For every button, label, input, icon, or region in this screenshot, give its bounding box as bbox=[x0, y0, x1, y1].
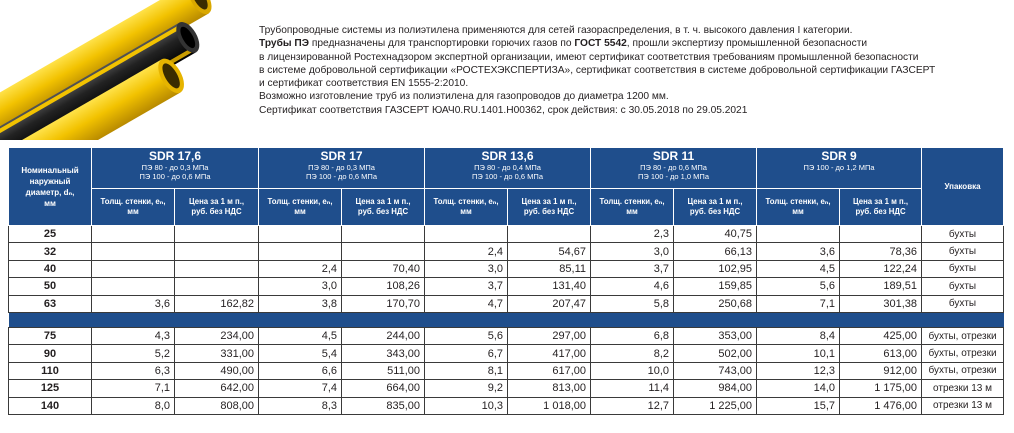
table-row bbox=[9, 278, 1004, 295]
rows-bottom bbox=[9, 327, 1004, 414]
table-separator bbox=[9, 312, 1004, 327]
wall-thickness-cell: 9,2 bbox=[425, 380, 508, 397]
price-cell: 912,00 bbox=[840, 362, 922, 379]
packing-cell: отрезки 13 м bbox=[922, 397, 1004, 414]
wall-thickness-cell: 5,8 bbox=[591, 295, 674, 312]
table-row bbox=[9, 243, 1004, 260]
packing-cell: бухты bbox=[922, 295, 1004, 312]
wall-thickness-cell: 6,3 bbox=[92, 362, 175, 379]
wall-thickness-cell: 15,7 bbox=[757, 397, 840, 414]
price-cell: 108,26 bbox=[342, 278, 425, 295]
pipes-illustration bbox=[0, 0, 250, 140]
price-header: Цена за 1 м п., руб. без НДС bbox=[342, 189, 425, 226]
sdr-9-header: SDR 9 bbox=[757, 148, 922, 164]
diameter-cell: 75 bbox=[9, 327, 92, 344]
wall-thickness-cell: 14,0 bbox=[757, 380, 840, 397]
wall-thickness-cell: 8,2 bbox=[591, 345, 674, 362]
packing-cell: бухты, отрезки bbox=[922, 345, 1004, 362]
diameter-cell: 90 bbox=[9, 345, 92, 362]
wall-thickness-cell: 6,7 bbox=[425, 345, 508, 362]
table-row bbox=[9, 362, 1004, 379]
wall-thickness-cell: 2,3 bbox=[591, 226, 674, 243]
diameter-cell: 140 bbox=[9, 397, 92, 414]
wall-thickness-cell: 10,0 bbox=[591, 362, 674, 379]
price-cell: 66,13 bbox=[674, 243, 757, 260]
wall-thickness-header: Толщ. стенки, eₙ, мм bbox=[92, 189, 175, 226]
diameter-cell: 32 bbox=[9, 243, 92, 260]
price-cell: 502,00 bbox=[674, 345, 757, 362]
packing-cell: отрезки 13 м bbox=[922, 380, 1004, 397]
intro-line-3: в лицензированной Ростехнадзором экспертной организации, имеют сертификат соответствия требованиям промышленной безопасности bbox=[259, 51, 919, 63]
price-cell: 1 018,00 bbox=[508, 397, 591, 414]
sdr-11-header: SDR 11 bbox=[591, 148, 757, 164]
wall-thickness-cell: 4,3 bbox=[92, 327, 175, 344]
diameter-cell: 40 bbox=[9, 260, 92, 277]
wall-thickness-cell: 2,4 bbox=[259, 260, 342, 277]
price-cell: 343,00 bbox=[342, 345, 425, 362]
wall-thickness-cell: 3,6 bbox=[92, 295, 175, 312]
wall-thickness-cell bbox=[92, 278, 175, 295]
packing-cell: бухты bbox=[922, 278, 1004, 295]
wall-thickness-cell: 3,7 bbox=[425, 278, 508, 295]
wall-thickness-cell: 10,1 bbox=[757, 345, 840, 362]
sdr-17-pressure: ПЭ 80 - до 0,3 МПа ПЭ 100 - до 0,6 МПа bbox=[259, 163, 425, 189]
price-cell: 189,51 bbox=[840, 278, 922, 295]
price-cell: 353,00 bbox=[674, 327, 757, 344]
sdr-17-6-pressure: ПЭ 80 - до 0,3 МПа ПЭ 100 - до 0,6 МПа bbox=[92, 163, 259, 189]
intro-line-4: в системе добровольной сертификации «РОСТЕХЭКСПЕРТИЗА», сертификат соответствия в системе добровольной сертификации ГАЗСЕРТ bbox=[259, 64, 936, 76]
wall-thickness-cell bbox=[92, 243, 175, 260]
diameter-cell: 63 bbox=[9, 295, 92, 312]
price-cell: 297,00 bbox=[508, 327, 591, 344]
wall-thickness-cell: 3,8 bbox=[259, 295, 342, 312]
table-row bbox=[9, 226, 1004, 243]
wall-thickness-cell: 6,8 bbox=[591, 327, 674, 344]
wall-thickness-cell: 10,3 bbox=[425, 397, 508, 414]
wall-thickness-cell: 3,0 bbox=[259, 278, 342, 295]
price-cell: 425,00 bbox=[840, 327, 922, 344]
price-cell: 78,36 bbox=[840, 243, 922, 260]
diameter-cell: 125 bbox=[9, 380, 92, 397]
price-cell: 244,00 bbox=[342, 327, 425, 344]
price-cell: 102,95 bbox=[674, 260, 757, 277]
wall-thickness-cell: 12,3 bbox=[757, 362, 840, 379]
price-cell: 159,85 bbox=[674, 278, 757, 295]
price-header: Цена за 1 м п., руб. без НДС bbox=[508, 189, 591, 226]
wall-thickness-cell: 8,1 bbox=[425, 362, 508, 379]
sdr-9-pressure: ПЭ 100 - до 1,2 МПа bbox=[757, 163, 922, 189]
intro-line-2: Трубы ПЭ предназначены для транспортировки горючих газов по ГОСТ 5542, прошли экспертизу промышленной безопасности bbox=[259, 38, 868, 50]
price-cell: 1 175,00 bbox=[840, 380, 922, 397]
wall-thickness-cell: 8,0 bbox=[92, 397, 175, 414]
intro-line-1: Трубопроводные системы из полиэтилена применяются для сетей газораспределения, в т. ч. высокого давления I категории. bbox=[259, 25, 853, 36]
table-row bbox=[9, 327, 1004, 344]
sdr-13-6-pressure: ПЭ 80 - до 0,4 МПа ПЭ 100 - до 0,6 МПа bbox=[425, 163, 591, 189]
diameter-cell: 110 bbox=[9, 362, 92, 379]
wall-thickness-cell: 3,6 bbox=[757, 243, 840, 260]
price-cell: 417,00 bbox=[508, 345, 591, 362]
wall-thickness-cell: 4,5 bbox=[259, 327, 342, 344]
wall-thickness-cell: 8,3 bbox=[259, 397, 342, 414]
wall-thickness-cell: 3,0 bbox=[591, 243, 674, 260]
price-cell: 234,00 bbox=[175, 327, 259, 344]
wall-thickness-cell bbox=[92, 260, 175, 277]
price-cell: 85,11 bbox=[508, 260, 591, 277]
price-cell: 813,00 bbox=[508, 380, 591, 397]
price-cell: 331,00 bbox=[175, 345, 259, 362]
price-cell: 664,00 bbox=[342, 380, 425, 397]
wall-thickness-cell: 5,2 bbox=[92, 345, 175, 362]
price-cell bbox=[175, 226, 259, 243]
wall-thickness-cell: 5,4 bbox=[259, 345, 342, 362]
table-row bbox=[9, 345, 1004, 362]
wall-thickness-cell: 11,4 bbox=[591, 380, 674, 397]
price-cell: 40,75 bbox=[674, 226, 757, 243]
price-cell: 131,40 bbox=[508, 278, 591, 295]
wall-thickness-header: Толщ. стенки, eₙ, мм bbox=[425, 189, 508, 226]
wall-thickness-cell: 3,7 bbox=[591, 260, 674, 277]
wall-thickness-cell: 7,1 bbox=[92, 380, 175, 397]
price-cell bbox=[342, 226, 425, 243]
intro-line-5: и сертификат соответствия EN 1555-2:2010. bbox=[259, 78, 469, 90]
intro-line-6: Возможно изготовление труб из полиэтилена для газопроводов до диаметра 1200 мм. bbox=[259, 91, 669, 103]
price-cell bbox=[175, 260, 259, 277]
price-cell: 301,38 bbox=[840, 295, 922, 312]
table-row bbox=[9, 397, 1004, 414]
price-cell: 642,00 bbox=[175, 380, 259, 397]
wall-thickness-cell: 6,6 bbox=[259, 362, 342, 379]
table-row bbox=[9, 260, 1004, 277]
price-header: Цена за 1 м п., руб. без НДС bbox=[840, 189, 922, 226]
table-row bbox=[9, 295, 1004, 312]
sdr-11-pressure: ПЭ 80 - до 0,6 МПа ПЭ 100 - до 1,0 МПа bbox=[591, 163, 757, 189]
diameter-cell: 25 bbox=[9, 226, 92, 243]
packing-header: Упаковка bbox=[922, 148, 1004, 226]
wall-thickness-cell: 2,4 bbox=[425, 243, 508, 260]
wall-thickness-cell bbox=[259, 243, 342, 260]
wall-thickness-cell bbox=[92, 226, 175, 243]
price-cell bbox=[508, 226, 591, 243]
wall-thickness-cell: 7,4 bbox=[259, 380, 342, 397]
price-header: Цена за 1 м п., руб. без НДС bbox=[674, 189, 757, 226]
wall-thickness-cell: 4,5 bbox=[757, 260, 840, 277]
packing-cell: бухты bbox=[922, 243, 1004, 260]
product-description bbox=[259, 24, 999, 117]
price-cell: 743,00 bbox=[674, 362, 757, 379]
price-cell bbox=[840, 226, 922, 243]
wall-thickness-cell: 4,7 bbox=[425, 295, 508, 312]
packing-cell: бухты, отрезки bbox=[922, 327, 1004, 344]
price-cell bbox=[175, 243, 259, 260]
intro-line-7: Сертификат соответствия ГАЗСЕРТ ЮАЧ0.RU.1401.H00362, срок действия: с 30.05.2018 по 29.05.2021 bbox=[259, 104, 748, 116]
price-cell: 490,00 bbox=[175, 362, 259, 379]
wall-thickness-cell bbox=[259, 226, 342, 243]
price-cell: 207,47 bbox=[508, 295, 591, 312]
wall-thickness-cell: 7,1 bbox=[757, 295, 840, 312]
rows-top bbox=[9, 226, 1004, 313]
price-cell bbox=[175, 278, 259, 295]
price-cell: 250,68 bbox=[674, 295, 757, 312]
diameter-header: Номинальный наружный диаметр, dₙ, мм bbox=[9, 148, 92, 226]
price-header: Цена за 1 м п., руб. без НДС bbox=[175, 189, 259, 226]
price-cell: 70,40 bbox=[342, 260, 425, 277]
sdr-13-6-header: SDR 13,6 bbox=[425, 148, 591, 164]
wall-thickness-header: Толщ. стенки, eₙ, мм bbox=[591, 189, 674, 226]
wall-thickness-cell: 5,6 bbox=[425, 327, 508, 344]
wall-thickness-cell: 8,4 bbox=[757, 327, 840, 344]
price-cell: 1 225,00 bbox=[674, 397, 757, 414]
wall-thickness-cell: 4,6 bbox=[591, 278, 674, 295]
packing-cell: бухты, отрезки bbox=[922, 362, 1004, 379]
price-cell: 835,00 bbox=[342, 397, 425, 414]
price-cell: 984,00 bbox=[674, 380, 757, 397]
price-cell: 613,00 bbox=[840, 345, 922, 362]
price-cell: 162,82 bbox=[175, 295, 259, 312]
price-cell: 170,70 bbox=[342, 295, 425, 312]
wall-thickness-cell bbox=[757, 226, 840, 243]
wall-thickness-header: Толщ. стенки, eₙ, мм bbox=[259, 189, 342, 226]
price-cell: 1 476,00 bbox=[840, 397, 922, 414]
price-cell: 808,00 bbox=[175, 397, 259, 414]
diameter-cell: 50 bbox=[9, 278, 92, 295]
table-row bbox=[9, 380, 1004, 397]
price-cell: 617,00 bbox=[508, 362, 591, 379]
wall-thickness-cell: 3,0 bbox=[425, 260, 508, 277]
packing-cell: бухты bbox=[922, 226, 1004, 243]
sdr-17-header: SDR 17 bbox=[259, 148, 425, 164]
price-cell: 122,24 bbox=[840, 260, 922, 277]
wall-thickness-cell bbox=[425, 226, 508, 243]
wall-thickness-cell: 5,6 bbox=[757, 278, 840, 295]
packing-cell: бухты bbox=[922, 260, 1004, 277]
subheader-row bbox=[9, 189, 1004, 226]
sdr-17-6-header: SDR 17,6 bbox=[92, 148, 259, 164]
price-cell: 511,00 bbox=[342, 362, 425, 379]
wall-thickness-cell: 12,7 bbox=[591, 397, 674, 414]
price-table bbox=[8, 147, 1004, 415]
wall-thickness-header: Толщ. стенки, eₙ, мм bbox=[757, 189, 840, 226]
price-cell bbox=[342, 243, 425, 260]
price-cell: 54,67 bbox=[508, 243, 591, 260]
